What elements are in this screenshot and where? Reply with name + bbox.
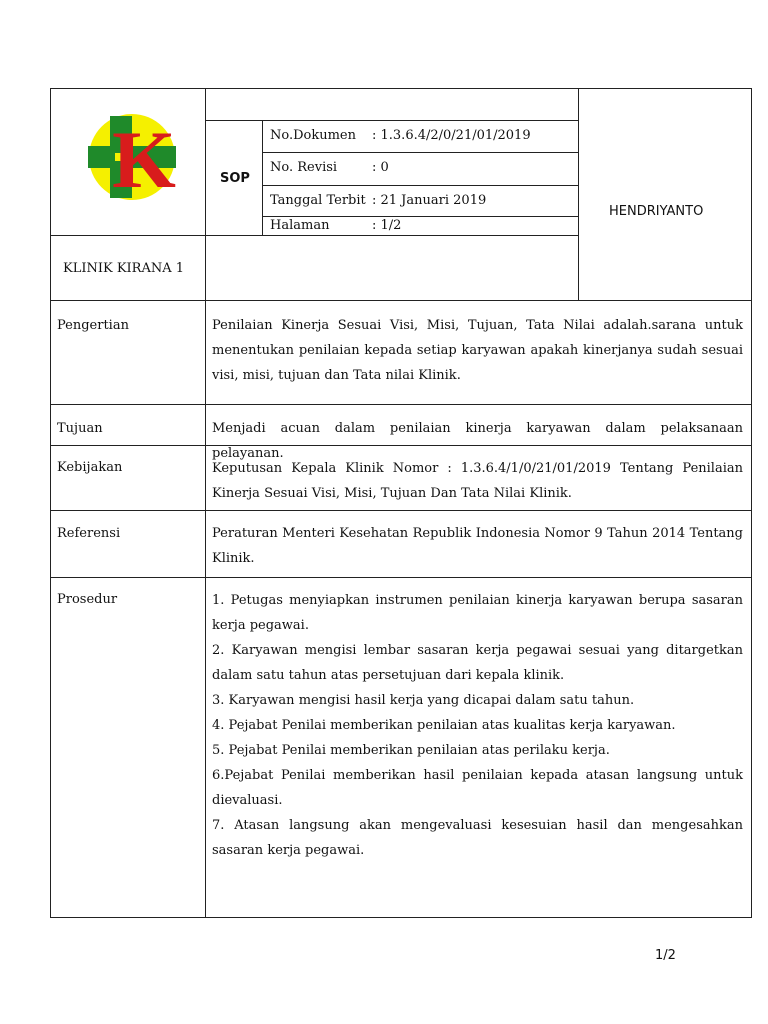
section-text-pengertian bbox=[212, 313, 743, 388]
field-value-issue-date: : 21 Januari 2019 bbox=[372, 193, 487, 208]
logo-letter: K bbox=[112, 114, 176, 201]
field-label-issue-date: Tanggal Terbit bbox=[270, 193, 366, 208]
procedure-step: 1. Petugas menyiapkan instrumen penilaian kinerja karyawan berupa sasaran kerja pegawai. bbox=[212, 593, 743, 633]
section-label-tujuan: Tujuan bbox=[57, 421, 103, 436]
clinic-name: KLINIK KIRANA 1 bbox=[63, 261, 185, 276]
table-border bbox=[578, 88, 579, 300]
table-border bbox=[50, 88, 51, 918]
table-border bbox=[751, 88, 752, 918]
procedure-step: 5. Pejabat Penilai memberikan penilaian atas perilaku kerja. bbox=[212, 743, 610, 758]
field-value-revision: : 0 bbox=[372, 160, 389, 175]
paragraph: Menjadi acuan dalam penilaian kinerja karyawan dalam pelaksanaan pelayanan. bbox=[212, 421, 743, 461]
field-label-revision: No. Revisi bbox=[270, 160, 338, 175]
paragraph: Peraturan Menteri Kesehatan Republik Indonesia Nomor 9 Tahun 2014 Tentang Klinik. bbox=[212, 526, 743, 566]
table-border bbox=[50, 235, 578, 236]
table-border bbox=[50, 577, 751, 578]
procedure-step: 6.Pejabat Penilai memberikan hasil penilaian kepada atasan langsung untuk dievaluasi. bbox=[212, 768, 743, 808]
procedure-step: 7. Atasan langsung akan mengevaluasi kesesuian hasil dan mengesahkan sasaran kerja pegawai. bbox=[212, 818, 743, 858]
section-text-kebijakan bbox=[212, 456, 743, 506]
table-border bbox=[50, 88, 751, 89]
section-label-kebijakan: Kebijakan bbox=[57, 460, 123, 475]
field-label-document-number: No.Dokumen bbox=[270, 128, 356, 143]
table-border bbox=[262, 120, 263, 235]
table-border bbox=[50, 404, 751, 405]
field-value-page: : 1/2 bbox=[372, 218, 402, 233]
section-label-pengertian: Pengertian bbox=[57, 318, 129, 333]
table-border bbox=[262, 152, 578, 153]
table-border bbox=[205, 120, 578, 121]
procedure-step: 2. Karyawan mengisi lembar sasaran kerja pegawai sesuai yang ditargetkan dalam satu tahun atas persetujuan dari kepala klinik. bbox=[212, 643, 743, 683]
signatory-name: HENDRIYANTO bbox=[609, 204, 704, 219]
table-border bbox=[50, 300, 751, 301]
section-label-referensi: Referensi bbox=[57, 526, 121, 541]
table-border bbox=[50, 917, 751, 918]
paragraph: Keputusan Kepala Klinik Nomor : 1.3.6.4/1/0/21/01/2019 Tentang Penilaian Kinerja Sesuai Visi, Misi, Tujuan Dan Tata Nilai Klinik. bbox=[212, 461, 743, 501]
sop-label: SOP bbox=[220, 171, 250, 186]
field-value-document-number: : 1.3.6.4/2/0/21/01/2019 bbox=[372, 128, 531, 143]
page-number: 1/2 bbox=[655, 948, 676, 963]
section-label-prosedur: Prosedur bbox=[57, 592, 118, 607]
table-border bbox=[262, 216, 578, 217]
field-label-page: Halaman bbox=[270, 218, 330, 233]
section-text-prosedur bbox=[212, 588, 743, 863]
table-border bbox=[50, 510, 751, 511]
table-border bbox=[262, 185, 578, 186]
procedure-step: 4. Pejabat Penilai memberikan penilaian atas kualitas kerja karyawan. bbox=[212, 718, 676, 733]
section-text-referensi bbox=[212, 521, 743, 571]
paragraph: Penilaian Kinerja Sesuai Visi, Misi, Tujuan, Tata Nilai adalah.sarana untuk menentukan penilaian kepada setiap karyawan apakah kinerjanya sudah sesuai visi, misi, tujuan dan Tata nilai Klinik. bbox=[212, 318, 743, 383]
clinic-logo bbox=[88, 113, 176, 201]
table-border bbox=[205, 88, 206, 918]
procedure-step: 3. Karyawan mengisi hasil kerja yang dicapai dalam satu tahun. bbox=[212, 693, 635, 708]
